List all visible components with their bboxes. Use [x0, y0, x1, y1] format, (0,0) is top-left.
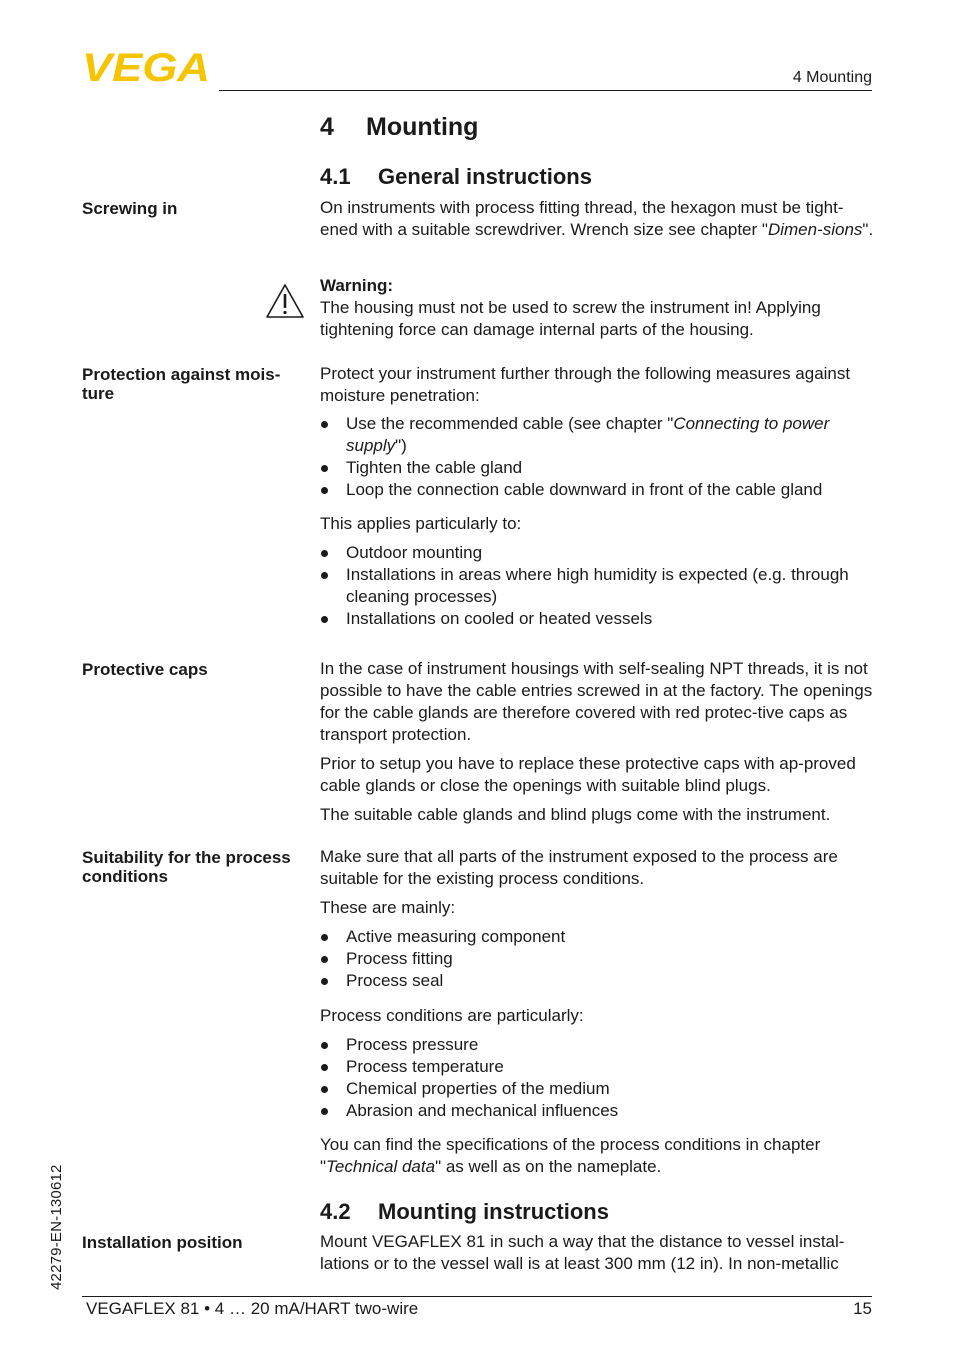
section-heading-4-1 [320, 164, 592, 190]
screwing-in-text-a: On instruments with process fitting thread, the hexagon must be tight-ened with a suitable screwdriver. Wrench size see chapter " [320, 198, 844, 239]
suitability-mainly: These are mainly: [320, 898, 456, 917]
side-label-moisture: Protection against mois-ture [82, 365, 281, 403]
moisture-bullet-3: Loop the connection cable downward in front of the cable gland [346, 480, 823, 499]
moisture-section [320, 363, 876, 630]
list-item [320, 970, 876, 992]
warning-block [320, 275, 876, 341]
header-rule [219, 90, 872, 91]
chapter-title-text: Mounting [366, 113, 479, 141]
list-item [320, 413, 876, 457]
conditions-item: Chemical properties of the medium [346, 1079, 610, 1098]
caps-paragraph-3: The suitable cable glands and blind plugs come with the instrument. [320, 805, 831, 824]
bullet-icon [321, 421, 328, 428]
moisture-bullet-1-b: ") [395, 436, 407, 455]
spec-text-b: " as well as on the nameplate. [435, 1157, 662, 1176]
chapter-number: 4 [320, 113, 334, 141]
side-label-suitability: Suitability for the process conditions [82, 848, 291, 886]
section-title: Mounting instructions [378, 1199, 609, 1224]
moisture-bullet-1-ref: Connecting to power supply [346, 414, 830, 455]
applies-list [320, 542, 876, 630]
list-item [320, 1056, 876, 1078]
side-label-protective-caps: Protective caps [82, 660, 208, 679]
vega-logo [82, 50, 212, 84]
screwing-in-text [320, 197, 876, 241]
applies-item: Installations on cooled or heated vessels [346, 609, 653, 628]
applies-item: Outdoor mounting [346, 543, 483, 562]
chapter-title [320, 112, 478, 142]
mainly-item: Active measuring component [346, 927, 566, 946]
conditions-item: Abrasion and mechanical influences [346, 1101, 619, 1120]
logo-text: VEGA [82, 50, 210, 84]
conditions-item: Process pressure [346, 1035, 479, 1054]
conditions-item: Process temperature [346, 1057, 504, 1076]
section-number: 4.2 [320, 1199, 351, 1224]
list-item [320, 457, 876, 479]
running-head: 4 Mounting [792, 69, 872, 86]
mainly-item: Process fitting [346, 949, 453, 968]
list-item [320, 479, 876, 501]
mainly-item: Process seal [346, 971, 444, 990]
bullet-icon [321, 487, 328, 494]
warning-text: The housing must not be used to screw the instrument in! Applying tightening force can damage internal parts of the housing. [320, 298, 821, 339]
screwing-in-chapter-ref: Dimen-sions [767, 220, 863, 239]
section-heading-4-2 [320, 1199, 609, 1225]
caps-paragraph-1: In the case of instrument housings with self-sealing NPT threads, it is not possible to have the cable entries screwed in at the factory. The openings for the cable glands are therefore covered with red protec-tive caps as transport protection. [320, 659, 873, 744]
section-title: General instructions [378, 164, 592, 189]
moisture-applies: This applies particularly to: [320, 514, 522, 533]
footer-rule [82, 1296, 872, 1297]
suitability-conditions: Process conditions are particularly: [320, 1006, 584, 1025]
list-item [320, 542, 876, 564]
bullet-icon [321, 978, 328, 985]
section-number: 4.1 [320, 164, 351, 189]
warning-title: Warning: [320, 276, 394, 295]
document-number: 42279-EN-130612 [48, 1164, 65, 1290]
moisture-bullet-1-a: Use the recommended cable (see chapter " [346, 414, 674, 433]
moisture-intro: Protect your instrument further through the following measures against moisture penetration: [320, 364, 851, 405]
bullet-icon [321, 1042, 328, 1049]
moisture-list [320, 413, 876, 501]
bullet-icon [321, 934, 328, 941]
suitability-section [320, 846, 876, 1178]
bullet-icon [321, 1108, 328, 1115]
screwing-in-text-b: ". [862, 220, 874, 239]
spec-chapter-ref: Technical data [326, 1157, 436, 1176]
bullet-icon [321, 616, 328, 623]
side-label-installation: Installation position [82, 1233, 243, 1252]
caps-section [320, 658, 876, 826]
page-number: 15 [853, 1299, 872, 1318]
mainly-list [320, 926, 876, 992]
bullet-icon [321, 1086, 328, 1093]
conditions-list [320, 1034, 876, 1122]
list-item [320, 1078, 876, 1100]
suitability-spec [320, 1134, 876, 1178]
list-item [320, 926, 876, 948]
installation-text: Mount VEGAFLEX 81 in such a way that the distance to vessel instal-lations or to the vessel wall is at least 300 mm (12 in). In non-metallic [320, 1232, 845, 1273]
list-item [320, 1100, 876, 1122]
applies-item: Installations in areas where high humidity is expected (e.g. through cleaning processes) [346, 565, 849, 606]
bullet-icon [321, 956, 328, 963]
list-item [320, 1034, 876, 1056]
list-item [320, 608, 876, 630]
bullet-icon [321, 1064, 328, 1071]
list-item [320, 948, 876, 970]
bullet-icon [321, 550, 328, 557]
caps-paragraph-2: Prior to setup you have to replace these protective caps with ap-proved cable glands or close the openings with suitable blind plugs. [320, 754, 856, 795]
warning-triangle-icon [265, 283, 305, 319]
bullet-icon [321, 572, 328, 579]
bullet-icon [321, 465, 328, 472]
spec-text-a: You can find the specifications of the process conditions in chapter " [320, 1135, 821, 1176]
side-label-screwing-in: Screwing in [82, 199, 178, 218]
list-item [320, 564, 876, 608]
moisture-bullet-2: Tighten the cable gland [346, 458, 523, 477]
suitability-paragraph: Make sure that all parts of the instrument exposed to the process are suitable for the existing process conditions. [320, 847, 838, 888]
footer-product: VEGAFLEX 81 • 4 … 20 mA/HART two-wire [86, 1299, 419, 1318]
